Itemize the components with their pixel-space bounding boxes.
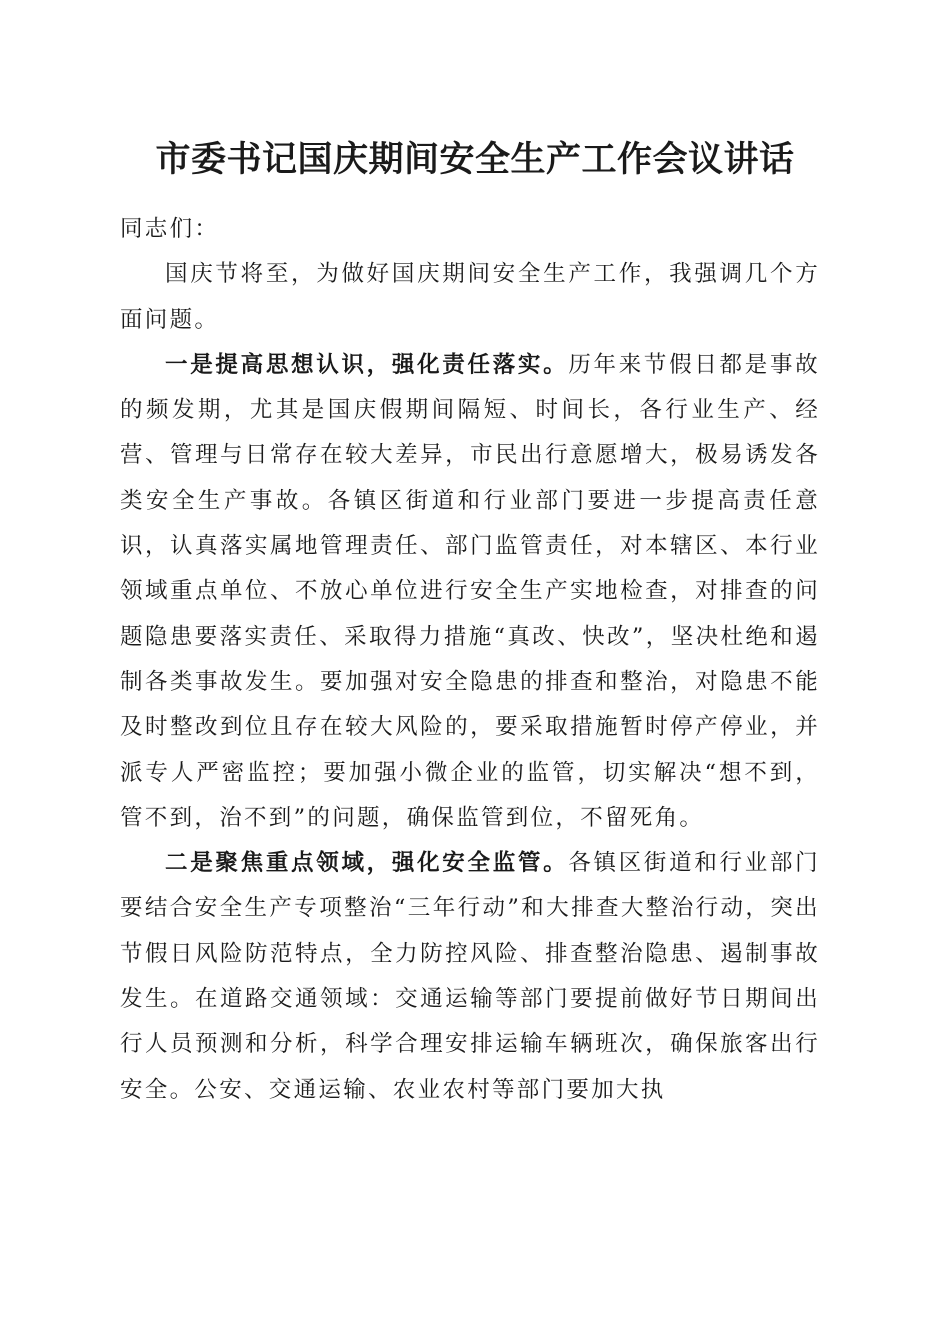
- section-heading-2: 二是聚焦重点领域，强化安全监管。: [165, 850, 569, 877]
- intro-paragraph: 国庆节将至，为做好国庆期间安全生产工作，我强调几个方面问题。: [120, 261, 820, 333]
- salutation: 同志们：: [120, 216, 220, 242]
- section-body-1: 历年来节假日都是事故的频发期，尤其是国庆假期间隔短、时间长，各行业生产、经营、管理与日常存在较大差异，市民出行意愿增大，极易诱发各类安全生产事故。各镇区街道和行业部门要进一步提高责任意识，认真落实属地管理责任、部门监管责任，对本辖区、本行业领域重点单位、不放心单位进行安全生产实地检查，对排查的问题隐患要落实责任、采取得力措施“真改、快改”，坚决杜绝和遏制各类事故发生。要加强对安全隐患的排查和整治，对隐患不能及时整改到位且存在较大风险的，要采取措施暂时停产停业，并派专人严密监控；要加强小微企业的监管，切实解决“想不到，管不到，治不到”的问题，确保监管到位，不留死角。: [120, 351, 820, 831]
- section-body-2: 各镇区街道和行业部门要结合安全生产专项整治“三年行动”和大排查大整治行动，突出节假日风险防范特点，全力防控风险、排查整治隐患、遏制事故发生。在道路交通领域：交通运输等部门要提前做好节日期间出行人员预测和分析，科学合理安排运输车辆班次，确保旅客出行安全。公安、交通运输、农业农村等部门要加大执: [120, 850, 820, 1103]
- section-paragraph-2: [120, 841, 820, 1113]
- section-paragraph-1: [120, 343, 820, 841]
- document-body: [120, 207, 820, 1113]
- section-heading-1: 一是提高思想认识，强化责任落实。: [165, 351, 569, 378]
- document-title: 市委书记国庆期间安全生产工作会议讲话: [155, 139, 795, 180]
